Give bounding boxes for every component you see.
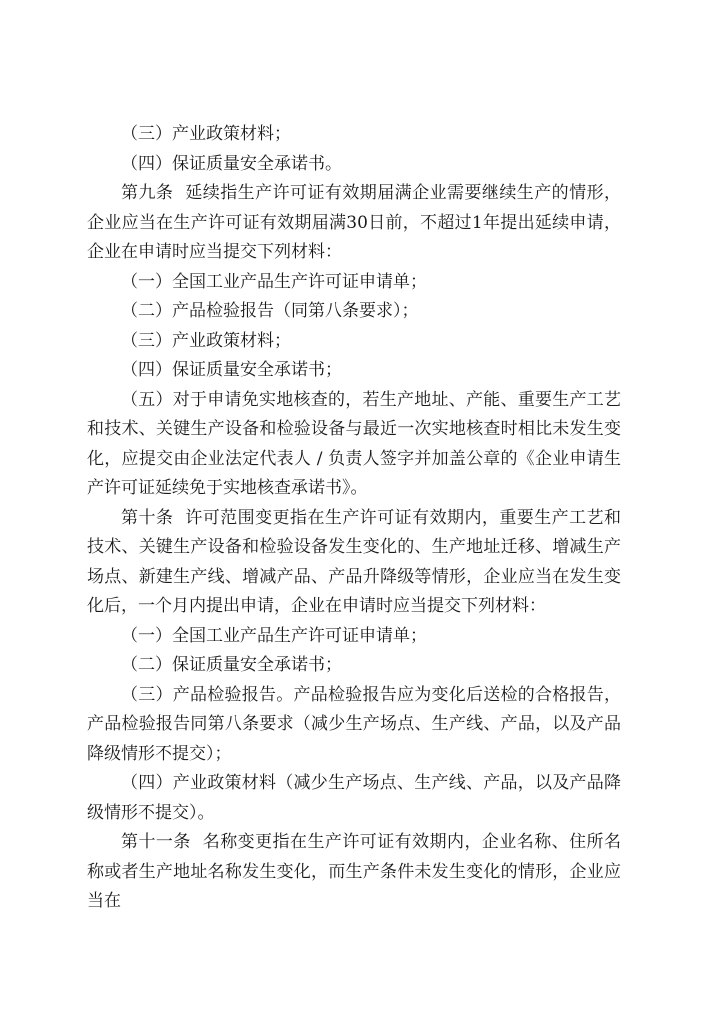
paragraph-item-4-commitment: （四）保证质量安全承诺书； bbox=[121, 360, 342, 380]
article-11-heading: 第十一条 bbox=[121, 832, 191, 852]
article-9-text: 延续指生产许可证有效期届满企业需要继续生产的情形，企业应当在生产许可证有效期届满30日前，不超过1年提出延续申请，企业在申请时应当提交下列材料： bbox=[87, 183, 622, 262]
paragraph-item-3-inspection: （三）产品检验报告。产品检验报告应为变化后送检的合格报告，产品检验报告同第八条要求（减少生产场点、生产线、产品，以及产品降级情形不提交）； bbox=[87, 684, 621, 764]
paragraph-item-1-application: （一）全国工业产品生产许可证申请单； bbox=[121, 271, 427, 292]
article-10-heading: 第十条 bbox=[121, 507, 174, 528]
article-9-paragraph bbox=[87, 179, 621, 268]
article-11-text: 名称变更指在生产许可证有效期内，企业名称、住所名称或者生产地址名称发生变化，而生产条件未发生变化的情形，企业应当在 bbox=[87, 832, 622, 911]
paragraph-item-2-commitment: （二）保证质量安全承诺书； bbox=[121, 655, 342, 675]
paragraph-item-3-policy: （三）产业政策材料； bbox=[121, 330, 291, 351]
article-11-paragraph bbox=[87, 828, 621, 917]
paragraph-item-3-policy: （三）产业政策材料； bbox=[121, 124, 291, 144]
paragraph-item-2-inspection: （二）产品检验报告（同第八条要求）； bbox=[121, 301, 419, 321]
paragraph-item-4-commitment: （四）保证质量安全承诺书。 bbox=[121, 153, 342, 174]
paragraph-item-1-application: （一）全国工业产品生产许可证申请单； bbox=[121, 625, 427, 646]
article-9-heading: 第九条 bbox=[121, 183, 174, 203]
document-body bbox=[87, 120, 621, 917]
article-10-text: 许可范围变更指在生产许可证有效期内，重要生产工艺和技术、关键生产设备和检验设备发生变化的、生产地址迁移、增减生产场点、新建生产线、增减产品、产品升降级等情形，企业应当在发生变化后，一个月内提出申请，企业在申请时应当提交下列材料： bbox=[87, 507, 622, 616]
paragraph-item-4-policy: （四）产业政策材料（减少生产场点、生产线、产品，以及产品降级情形不提交）。 bbox=[87, 773, 621, 823]
paragraph-item-5-exemption: （五）对于申请免实地核查的，若生产地址、产能、重要生产工艺和技术、关键生产设备和检验设备与最近一次实地核查时相比未发生变化，应提交由企业法定代表人 / 负责人签字并加盖公章的《企业申请生产许可证延续免于实地核查承诺书》。 bbox=[87, 389, 621, 498]
article-10-paragraph bbox=[87, 504, 621, 622]
